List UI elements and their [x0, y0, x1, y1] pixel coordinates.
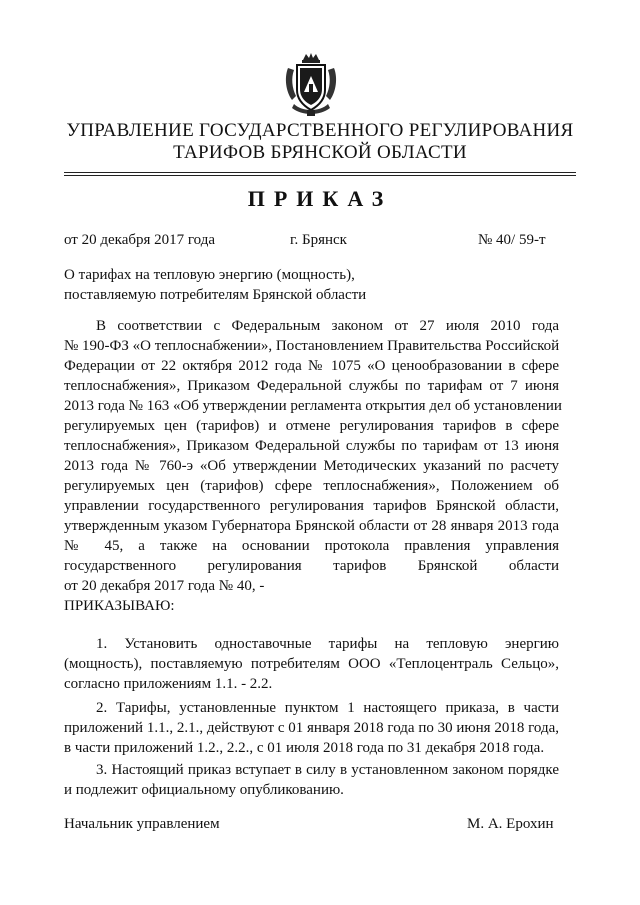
item-1-line: согласно приложениям 1.1. - 2.2. — [64, 676, 273, 692]
preamble-line: государственного регулирования тарифов Брянской области — [64, 558, 559, 574]
order-number: № 40/ 59-т — [478, 232, 546, 248]
order-word: ПРИКАЗЫВАЮ: — [64, 598, 175, 614]
subject-line: поставляемую потребителям Брянской области — [64, 287, 367, 303]
preamble-line: управлении государственного регулирования тарифов Брянской области, — [64, 498, 559, 514]
signatory-position: Начальник управлением — [64, 816, 220, 832]
item-2-line: в части приложений 1.2., 2.2., с 01 июля 2018 года по 31 декабря 2018 года. — [64, 740, 545, 756]
header-rule — [64, 172, 576, 173]
preamble-line: Федерации от 22 октября 2012 года № 1075 «О ценообразовании в сфере — [64, 358, 559, 374]
item-1-line: 1. Установить одноставочные тарифы на тепловую энергию — [96, 636, 559, 652]
preamble-line: В соответствии с Федеральным законом от 27 июля 2010 года — [96, 318, 559, 334]
preamble-line: 2013 года № 760-э «Об утверждении Методических указаний по расчету — [64, 458, 559, 474]
item-3-line: 3. Настоящий приказ вступает в силу в установленном законом порядке — [96, 762, 559, 778]
item-2-line: приложений 1.1., 2.1., действуют с 01 января 2018 года по 30 июня 2018 года, — [64, 720, 559, 736]
item-2-line: 2. Тарифы, установленные пунктом 1 настоящего приказа, в части — [96, 700, 559, 716]
org-name-line1: УПРАВЛЕНИЕ ГОСУДАРСТВЕННОГО РЕГУЛИРОВАНИЯ — [66, 120, 574, 141]
item-1-line: (мощность), поставляемую потребителям ООО «Теплоцентраль Сельцо», — [64, 656, 559, 672]
order-date: от 20 декабря 2017 года — [64, 232, 216, 248]
coat-of-arms-icon — [282, 52, 340, 118]
item-3-line: и подлежит официальному опубликованию. — [64, 782, 344, 798]
preamble-line: № 190-ФЗ «О теплоснабжении», Постановлением Правительства Российской — [64, 338, 560, 354]
preamble-line: утвержденным указом Губернатора Брянской области от 28 января 2013 года — [64, 518, 559, 534]
header-rule — [64, 175, 576, 176]
preamble-line: № 45, а также на основании протокола правления управления — [64, 538, 559, 554]
order-city: г. Брянск — [290, 232, 347, 248]
preamble-line: от 20 декабря 2017 года № 40, - — [64, 578, 265, 594]
preamble-line: теплоснабжения», Приказом Федеральной службы по тарифам от 7 июня — [64, 378, 559, 394]
document-title: ПРИКАЗ — [247, 186, 393, 211]
subject-line: О тарифах на тепловую энергию (мощность), — [64, 267, 355, 283]
preamble-line: 2013 года № 163 «Об утверждении регламента открытия дел об установлении — [64, 398, 562, 414]
preamble-line: регулируемых цен (тарифов) и отмене регулирования тарифов в сфере — [64, 418, 559, 434]
preamble-line: теплоснабжения», Приказом Федеральной службы по тарифам от 13 июня — [64, 438, 559, 454]
preamble-line: регулируемых цен (тарифов) сфере теплоснабжения», Положением об — [64, 478, 559, 494]
signatory-name: М. А. Ерохин — [467, 816, 554, 832]
org-name-line2: ТАРИФОВ БРЯНСКОЙ ОБЛАСТИ — [173, 142, 467, 163]
order-subject — [64, 265, 366, 305]
